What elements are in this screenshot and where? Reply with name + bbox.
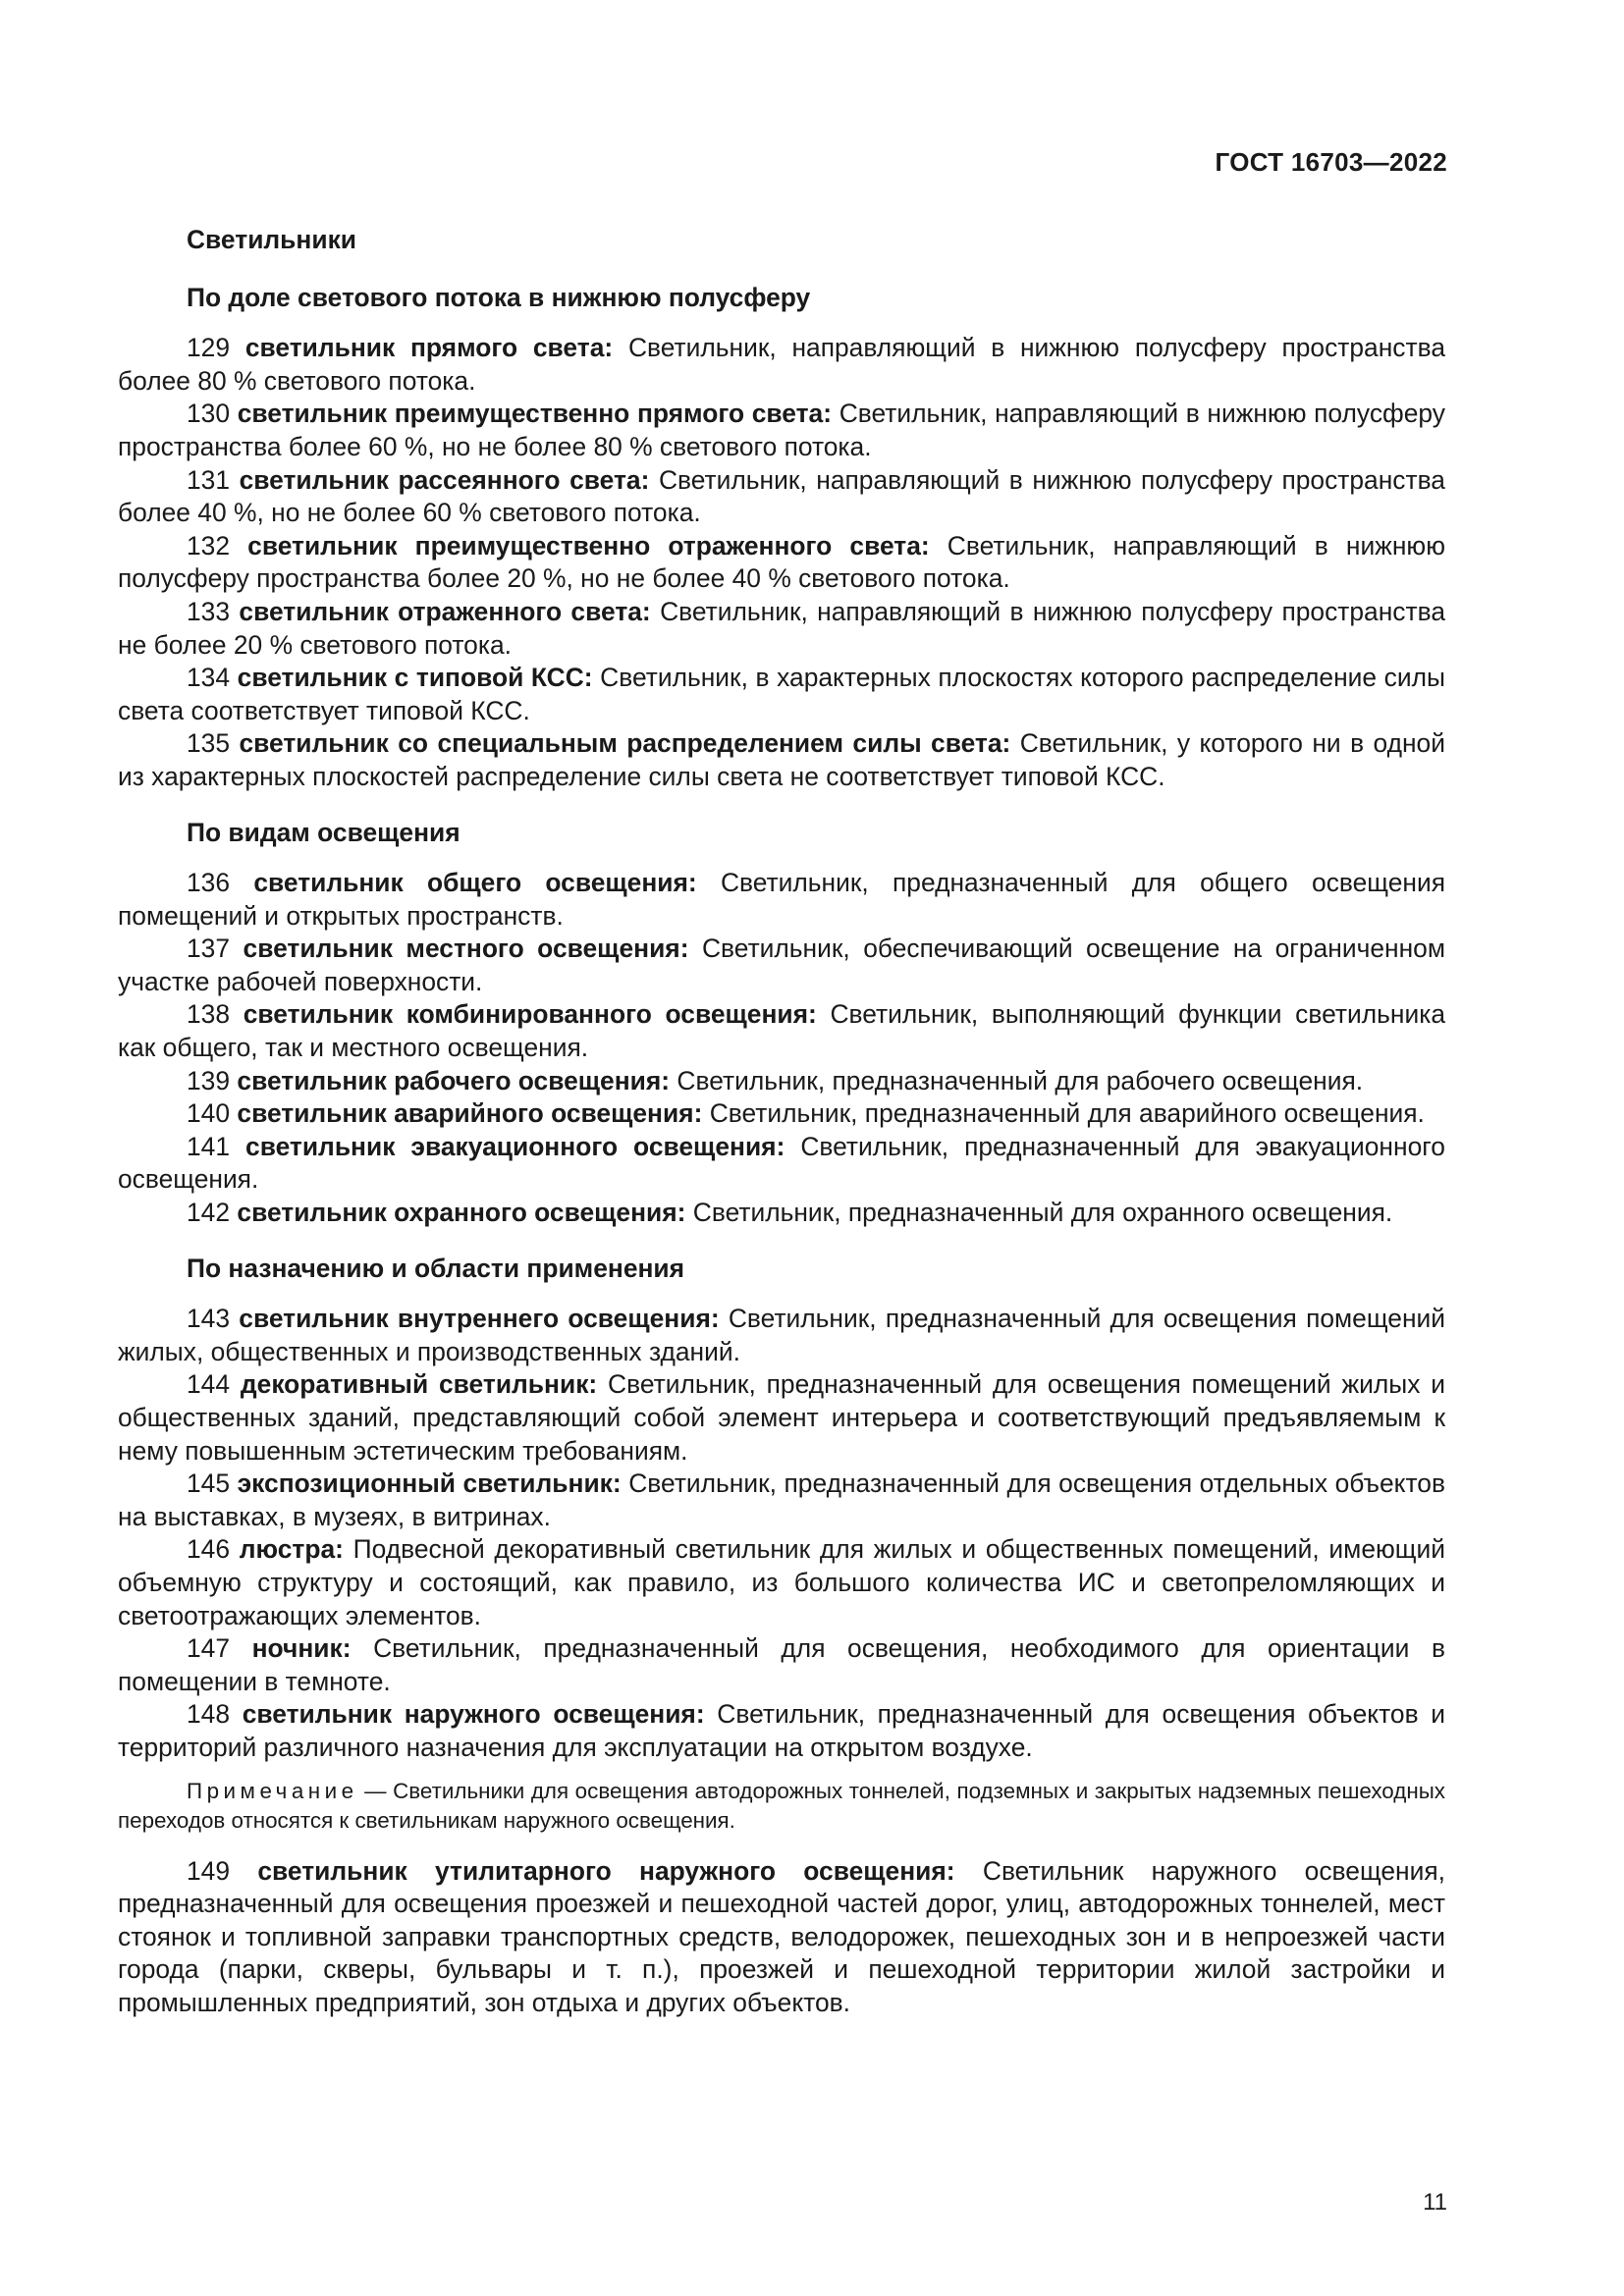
term-entry-140 (118, 1097, 1445, 1131)
term-entry-132 (118, 530, 1445, 596)
entry-definition: Светильник, направляющий в нижнюю полусферу пространства более 80 % светового потока. (118, 333, 1445, 396)
entry-number: 145 (187, 1468, 231, 1499)
entry-definition: Светильник, направляющий в нижнюю полусферу пространства не более 20 % светового потока. (118, 596, 1445, 660)
entry-definition: Светильник, предназначенный для освещения, необходимого для ориентации в помещении в темноте. (118, 1633, 1445, 1696)
entry-number: 134 (187, 663, 231, 693)
entry-term: светильник со специальным распределением силы света: (239, 728, 1011, 759)
term-entry-131 (118, 464, 1445, 530)
entry-definition: Светильник, предназначенный для освещения помещений жилых, общественных и производственных зданий. (118, 1304, 1446, 1366)
entry-number: 130 (187, 399, 231, 429)
entry-number: 131 (187, 464, 231, 495)
term-entry-136 (118, 867, 1445, 933)
entry-definition: Светильник, выполняющий функции светильника как общего, так и местного освещения. (118, 999, 1445, 1063)
entry-term: светильник аварийного освещения: (237, 1098, 703, 1129)
entry-term: светильник внутреннего освещения: (239, 1304, 720, 1334)
term-entry-144 (118, 1368, 1445, 1468)
entry-definition: Светильник, предназначенный для охранного освещения. (692, 1198, 1393, 1228)
entry-definition: Светильник, обеспечивающий освещение на ограниченном участке рабочей поверхности. (118, 934, 1445, 996)
entry-definition: Светильник, направляющий в нижнюю полусферу пространства более 20 %, но не более 40 % светового потока. (118, 530, 1445, 594)
subsection-title-lighting-types: По видам освещения (187, 817, 460, 847)
entry-number: 139 (187, 1065, 231, 1095)
entry-number: 142 (187, 1198, 231, 1228)
entry-number: 144 (187, 1369, 231, 1400)
term-entry-141 (118, 1131, 1445, 1197)
entry-term: экспозиционный светильник: (237, 1468, 622, 1499)
term-entry-145 (118, 1468, 1445, 1533)
entry-term: светильник преимущественно отраженного света: (247, 530, 930, 561)
entry-definition: Светильник, предназначенный для рабочего освещения. (677, 1065, 1364, 1095)
term-entry-139 (118, 1065, 1445, 1098)
entry-number: 137 (187, 934, 231, 964)
entry-term: светильник рабочего освещения: (237, 1065, 671, 1095)
entry-term: светильник с типовой КСС: (237, 663, 593, 693)
entry-definition: Светильник, предназначенный для освещения помещений жилых и общественных зданий, представляющий собой элемент интерьера и соответствующий предъявляемым к нему повышенным эстетическим требованиям. (118, 1369, 1445, 1466)
entry-term: светильник охранного освещения: (237, 1198, 686, 1228)
entry-definition: Светильник, у которого ни в одной из характерных плоскостей распределение силы света не соответствует типовой КСС. (118, 728, 1445, 791)
note-text: — Светильники для освещения автодорожных тоннелей, подземных и закрытых надземных пешеходных переходов относятся к светильникам наружного освещения. (118, 1778, 1445, 1833)
term-entry-149 (118, 1855, 1445, 2020)
entry-number: 140 (187, 1098, 231, 1129)
entry-definition: Светильник, предназначенный для освещения отдельных объектов на выставках, в музеях, в витринах. (118, 1468, 1446, 1531)
entry-number: 149 (187, 1855, 231, 1886)
term-entry-147 (118, 1632, 1445, 1698)
term-entry-135 (118, 727, 1445, 793)
entry-number: 132 (187, 530, 231, 561)
entry-definition: Светильник, направляющий в нижнюю полусферу пространства более 60 %, но не более 80 % светового потока. (118, 399, 1445, 461)
entry-term: светильник рассеянного света: (239, 464, 650, 495)
entry-term: декоративный светильник: (240, 1369, 598, 1400)
term-entry-146 (118, 1533, 1445, 1632)
entry-term: ночник: (251, 1633, 352, 1664)
document-id-header: ГОСТ 16703—2022 (1215, 147, 1447, 177)
entry-number: 146 (187, 1534, 231, 1565)
term-entry-134 (118, 662, 1445, 727)
entry-number: 141 (187, 1131, 231, 1161)
entry-term: светильник общего освещения: (253, 868, 697, 898)
section-title: Светильники (187, 225, 356, 254)
term-entry-142 (118, 1197, 1445, 1230)
page-number: 11 (1423, 2189, 1447, 2216)
term-entry-138 (118, 998, 1445, 1064)
subsection-title-purpose: По назначению и области применения (187, 1253, 685, 1283)
term-entry-137 (118, 933, 1445, 998)
term-entry-133 (118, 596, 1445, 662)
entry-term: светильник прямого света: (244, 333, 614, 363)
entry-number: 148 (187, 1699, 231, 1730)
entry-number: 138 (187, 999, 231, 1030)
note-block (118, 1777, 1445, 1836)
term-entry-148 (118, 1698, 1445, 1764)
entry-definition: Светильник, в характерных плоскостях которого распределение силы света соответствует типовой КСС. (118, 663, 1445, 725)
entry-term: светильник преимущественно прямого света: (237, 399, 833, 429)
entry-term: светильник отраженного света: (239, 596, 651, 626)
entry-definition: Светильник, предназначенный для освещения объектов и территорий различного назначения для эксплуатации на открытом воздухе. (118, 1699, 1445, 1762)
entry-definition: Светильник, предназначенный для аварийного освещения. (709, 1098, 1425, 1129)
entry-term: светильник эвакуационного освещения: (245, 1131, 785, 1161)
entry-term: светильник комбинированного освещения: (243, 999, 817, 1030)
note-label: Примечание (187, 1778, 358, 1803)
entry-number: 129 (187, 333, 231, 363)
entry-definition: Светильник, направляющий в нижнюю полусферу пространства более 40 %, но не более 60 % светового потока. (118, 464, 1445, 528)
entry-definition: Светильник, предназначенный для эвакуационного освещения. (118, 1131, 1445, 1195)
entry-number: 147 (187, 1633, 231, 1664)
entry-number: 143 (187, 1304, 231, 1334)
entry-term: светильник местного освещения: (243, 934, 689, 964)
entry-number: 133 (187, 596, 231, 626)
entry-term: люстра: (239, 1534, 344, 1565)
subsection-title-light-flux: По доле светового потока в нижнюю полусферу (187, 282, 811, 312)
entry-definition: Подвесной декоративный светильник для жилых и общественных помещений, имеющий объемную структуру и состоящий, как правило, из большого количества ИС и светопреломляющих и светоотражающих элементов. (118, 1534, 1445, 1630)
entry-number: 136 (187, 868, 231, 898)
document-body (118, 224, 1445, 2020)
entry-definition: Светильник наружного освещения, предназначенный для освещения проезжей и пешеходной частей дорог, улиц, автодорожных тоннелей, мест стоянок и топливной заправки транспортных средств, велодорожек, пешеходных зон и в непроезжей части города (парки, скверы, бульвары и т. п.), проезжей и пешеходной территории жилой застройки и промышленных предприятий, зон отдыха и других объектов. (118, 1855, 1445, 2017)
entry-definition: Светильник, предназначенный для общего освещения помещений и открытых пространств. (118, 868, 1445, 931)
entry-number: 135 (187, 728, 231, 759)
term-entry-143 (118, 1303, 1445, 1368)
term-entry-129 (118, 332, 1445, 398)
term-entry-130 (118, 398, 1445, 463)
entry-term: светильник утилитарного наружного освещения: (257, 1855, 955, 1886)
entry-term: светильник наружного освещения: (242, 1699, 705, 1730)
